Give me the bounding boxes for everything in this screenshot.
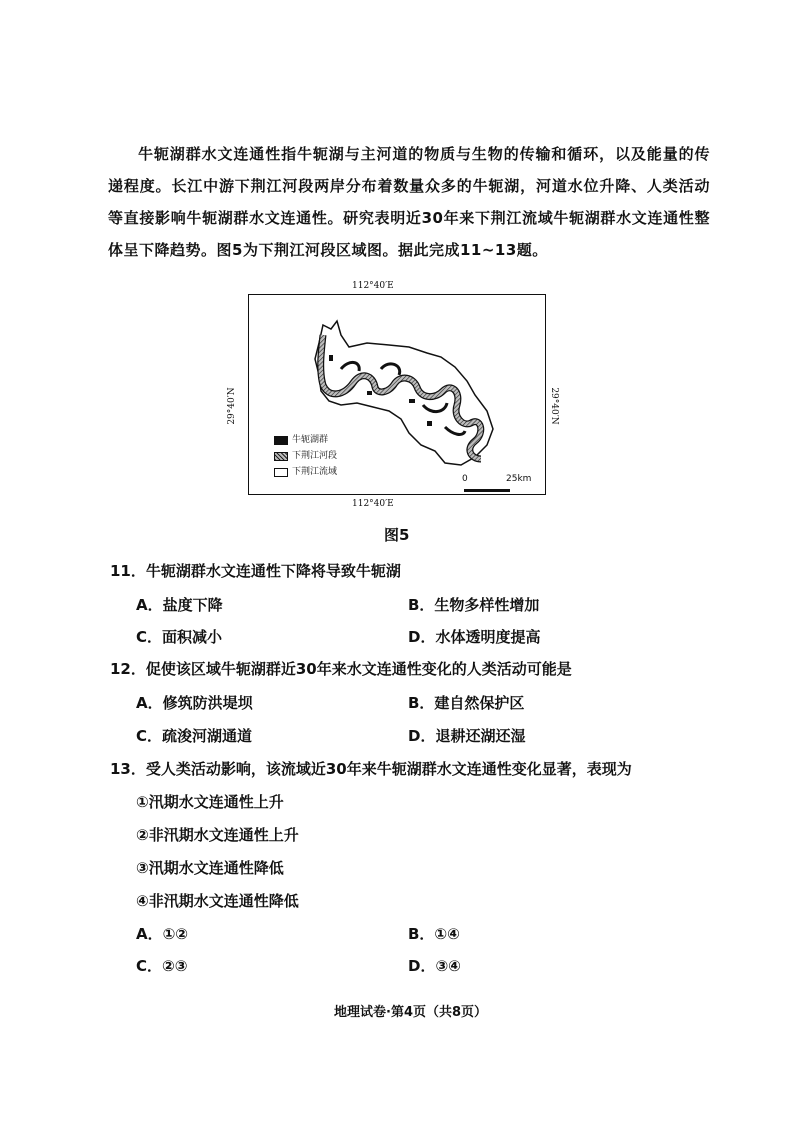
question-11-option-a[interactable]: A．盐度下降: [136, 596, 223, 614]
legend-item-lake: 牛轭湖群: [274, 432, 337, 448]
question-13-statement-1: ①汛期水文连通性上升: [136, 793, 284, 811]
scale-max-label: 25km: [506, 474, 532, 484]
question-13-statement-2: ②非汛期水文连通性上升: [136, 826, 299, 844]
question-12-option-a[interactable]: A．修筑防洪堤坝: [136, 694, 253, 712]
question-11-option-b[interactable]: B．生物多样性增加: [408, 596, 540, 614]
figure-caption: 图5: [384, 526, 410, 544]
question-12-stem: 12．促使该区域牛轭湖群近30年来水文连通性变化的人类活动可能是: [110, 660, 572, 678]
question-13-statement-4: ④非汛期水文连通性降低: [136, 892, 299, 910]
map-legend: [274, 432, 337, 480]
lake-swatch-icon: [274, 436, 288, 445]
question-11-option-d[interactable]: D．水体透明度提高: [408, 628, 541, 646]
question-12-option-b[interactable]: B．建自然保护区: [408, 694, 525, 712]
scale-zero-label: 0: [462, 474, 468, 484]
question-13-statement-3: ③汛期水文连通性降低: [136, 859, 284, 877]
question-12-option-c[interactable]: C．疏浚河湖通道: [136, 727, 253, 745]
question-12-option-d[interactable]: D．退耕还湖还湿: [408, 727, 526, 745]
river-swatch-icon: [274, 452, 288, 461]
question-13-option-d[interactable]: D．③④: [408, 957, 461, 975]
oxbow-lake: [367, 391, 372, 395]
longitude-label-top: 112°40′E: [352, 281, 394, 291]
page-footer: 地理试卷·第4页（共8页）: [334, 1005, 488, 1020]
latitude-label-left: 29°40′N: [227, 387, 237, 425]
oxbow-lake: [409, 399, 415, 403]
scale-bar: [462, 474, 538, 494]
question-13-option-b[interactable]: B．①④: [408, 925, 460, 943]
question-11-stem: 11．牛轭湖群水文连通性下降将导致牛轭湖: [110, 562, 401, 580]
intro-text: [108, 138, 710, 266]
question-13-option-a[interactable]: A．①②: [136, 925, 189, 943]
oxbow-lake: [427, 421, 432, 426]
latitude-label-right: 29°40′N: [549, 387, 559, 425]
question-13-option-c[interactable]: C．②③: [136, 957, 188, 975]
legend-item-river: 下荆江河段: [274, 448, 337, 464]
question-11-option-c[interactable]: C．面积减小: [136, 628, 223, 646]
scale-bar-line: [464, 489, 510, 492]
oxbow-lake: [329, 355, 333, 361]
intro-paragraph: 牛轭湖群水文连通性指牛轭湖与主河道的物质与生物的传输和循环，以及能量的传递程度。长江中游下荆江河段两岸分布着数量众多的牛轭湖，河道水位升降、人类活动等直接影响牛轭湖群水文连通性。研究表明近30年来下荆江流域牛轭湖群水文连通性整体呈下降趋势。图5为下荆江河段区域图。据此完成11~13题。: [108, 145, 710, 259]
longitude-label-bottom: 112°40′E: [352, 499, 394, 509]
basin-swatch-icon: [274, 468, 288, 477]
question-13-stem: 13．受人类活动影响，该流域近30年来牛轭湖群水文连通性变化显著，表现为: [110, 760, 632, 778]
legend-item-basin: 下荆江流域: [274, 464, 337, 480]
